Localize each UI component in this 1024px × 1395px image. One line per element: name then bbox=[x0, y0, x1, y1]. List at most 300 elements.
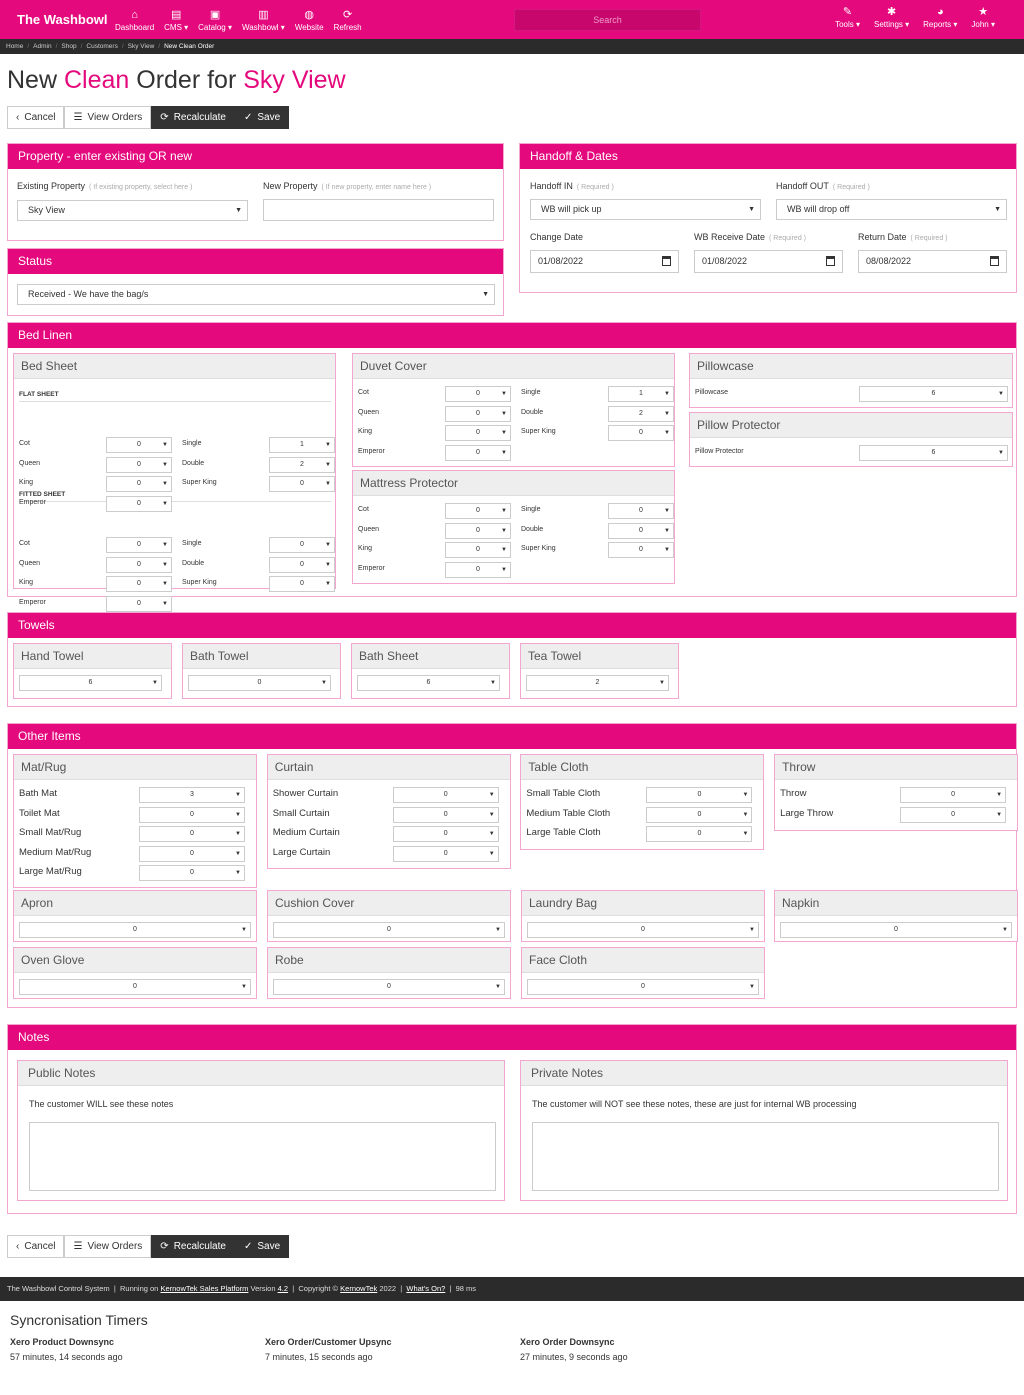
item-label: Queen bbox=[358, 525, 380, 533]
other-items-panel bbox=[7, 723, 1017, 1008]
quantity-value: 0 bbox=[951, 791, 956, 798]
item-card-title: Mat/Rug bbox=[14, 755, 256, 780]
chevron-down-icon: ▼ bbox=[501, 566, 507, 573]
quantity-select[interactable] bbox=[526, 675, 669, 691]
quantity-select[interactable] bbox=[19, 675, 162, 691]
item-label: Double bbox=[182, 459, 205, 467]
quantity-select[interactable] bbox=[106, 537, 172, 553]
quantity-select[interactable] bbox=[393, 826, 499, 842]
sync-title: Syncronisation Timers bbox=[10, 1312, 148, 1328]
quantity-select[interactable] bbox=[608, 425, 674, 441]
quantity-select[interactable] bbox=[139, 787, 245, 803]
other-items-header: Other Items bbox=[8, 724, 1016, 749]
quantity-value: 0 bbox=[190, 869, 194, 876]
quantity-select[interactable] bbox=[106, 596, 172, 612]
quantity-value: 0 bbox=[443, 849, 448, 857]
quantity-select[interactable] bbox=[139, 826, 245, 842]
chevron-left-icon: ‹ bbox=[16, 1241, 20, 1252]
quantity-value: 3 bbox=[190, 791, 194, 798]
quantity-select[interactable] bbox=[445, 542, 511, 558]
calendar-icon[interactable] bbox=[826, 256, 835, 266]
quantity-select[interactable] bbox=[527, 922, 759, 938]
item-label: Double bbox=[182, 559, 205, 567]
quantity-value: 0 bbox=[476, 390, 480, 397]
quantity-select[interactable] bbox=[393, 807, 499, 823]
quantity-value: 0 bbox=[639, 429, 643, 436]
chevron-down-icon: ▼ bbox=[664, 430, 670, 436]
quantity-select[interactable] bbox=[106, 476, 172, 492]
pillow-protector-title: Pillow Protector bbox=[690, 413, 1012, 438]
nav-item-label: Website bbox=[294, 22, 324, 32]
item-card bbox=[267, 754, 511, 869]
new-property-input[interactable] bbox=[263, 199, 494, 221]
chevron-down-icon: ▼ bbox=[325, 581, 331, 587]
globe-icon: ◍ bbox=[304, 8, 314, 21]
quantity-select[interactable] bbox=[445, 445, 511, 461]
quantity-value: 0 bbox=[137, 541, 141, 548]
chevron-down-icon: ▼ bbox=[994, 206, 1001, 213]
footer: The Washbowl Control System | Running on KernowTek Sales Platform Version 4.2 | Copyright © KernowTek 2022 | What's On? | 98 ms bbox=[0, 1277, 1024, 1301]
quantity-value: 0 bbox=[190, 810, 194, 818]
handoff-in-label-text: Handoff IN bbox=[530, 181, 573, 191]
item-label: Medium Curtain bbox=[272, 827, 340, 838]
chevron-down-icon: ▼ bbox=[235, 870, 241, 876]
item-label: Large Throw bbox=[780, 807, 834, 819]
chevron-down-icon: ▼ bbox=[162, 581, 168, 587]
view-orders-button[interactable] bbox=[64, 106, 151, 129]
breadcrumb-separator: / bbox=[55, 43, 58, 50]
chevron-down-icon: ▼ bbox=[495, 984, 501, 990]
quantity-select[interactable] bbox=[393, 787, 499, 803]
item-label: Toilet Mat bbox=[19, 807, 60, 819]
quantity-select[interactable] bbox=[608, 503, 674, 519]
change-date-label bbox=[530, 232, 583, 242]
quantity-value: 2 bbox=[639, 409, 643, 417]
notes-panel bbox=[7, 1024, 1017, 1214]
chevron-down-icon: ▼ bbox=[162, 561, 168, 568]
quantity-value: 0 bbox=[476, 448, 480, 456]
page-title bbox=[0, 54, 1024, 106]
quantity-select[interactable] bbox=[106, 437, 172, 453]
chevron-down-icon: ▼ bbox=[996, 811, 1003, 818]
title-mid: Order for bbox=[129, 66, 244, 94]
chevron-down-icon: ▼ bbox=[501, 547, 507, 553]
nav-right-menu bbox=[828, 5, 1002, 29]
quantity-select[interactable] bbox=[900, 787, 1006, 803]
item-label: King bbox=[358, 428, 373, 435]
quantity-select[interactable] bbox=[19, 922, 251, 938]
nav-item[interactable] bbox=[110, 8, 159, 32]
quantity-select[interactable] bbox=[139, 865, 245, 881]
private-notes-text: The customer will NOT see these notes, these are just for internal WB processing bbox=[532, 1099, 857, 1109]
nav-item-label: Tools ▾ bbox=[835, 20, 860, 29]
quantity-value: 0 bbox=[476, 507, 480, 514]
quantity-select[interactable] bbox=[608, 542, 674, 558]
nav-item[interactable] bbox=[828, 5, 867, 29]
pillow-protector-card bbox=[689, 412, 1013, 467]
quantity-value: 0 bbox=[697, 810, 702, 818]
private-notes-title: Private Notes bbox=[521, 1061, 1007, 1086]
item-label: Double bbox=[521, 408, 544, 416]
action-toolbar-bottom bbox=[7, 1235, 289, 1258]
chevron-down-icon: ▼ bbox=[495, 927, 501, 933]
chevron-down-icon: ▼ bbox=[490, 680, 496, 686]
chevron-down-icon: ▼ bbox=[488, 831, 495, 837]
quantity-value: 0 bbox=[476, 565, 480, 573]
quantity-value: 0 bbox=[641, 983, 645, 990]
towel-card bbox=[13, 643, 172, 699]
quantity-value: 0 bbox=[639, 546, 643, 553]
new-property-label bbox=[263, 181, 431, 191]
title-property: Sky View bbox=[243, 66, 346, 94]
refresh-icon: ⟳ bbox=[342, 8, 353, 21]
footer-platform-link[interactable]: KernowTek Sales Platform bbox=[160, 1284, 249, 1293]
flat-sheet-heading: FLAT SHEET bbox=[19, 391, 59, 398]
item-label: Small Table Cloth bbox=[526, 788, 601, 799]
handoff-out-label-text: Handoff OUT bbox=[776, 181, 829, 191]
title-clean: Clean bbox=[63, 66, 130, 94]
towel-card bbox=[182, 643, 341, 699]
quantity-value: 0 bbox=[137, 599, 141, 607]
quantity-value: 0 bbox=[639, 507, 643, 514]
view-orders-label: View Orders bbox=[87, 112, 143, 123]
public-notes-textarea[interactable] bbox=[29, 1122, 496, 1191]
quantity-select[interactable] bbox=[608, 406, 674, 422]
cancel-button[interactable] bbox=[7, 106, 64, 129]
handoff-out-select[interactable] bbox=[776, 199, 1007, 220]
chevron-down-icon: ▼ bbox=[1002, 927, 1008, 933]
quantity-select[interactable] bbox=[445, 406, 511, 422]
pillowcase-label: Pillowcase bbox=[695, 389, 729, 396]
cancel-label: Cancel bbox=[24, 112, 56, 123]
chevron-down-icon: ▼ bbox=[162, 500, 168, 507]
private-notes-textarea[interactable] bbox=[532, 1122, 999, 1191]
quantity-select[interactable] bbox=[269, 557, 335, 573]
handoff-in-value: WB will pick up bbox=[541, 204, 602, 214]
change-date-label-text: Change Date bbox=[530, 232, 584, 242]
pie-chart-icon: ◕ bbox=[936, 6, 944, 18]
towel-card bbox=[520, 643, 679, 699]
towel-card bbox=[351, 643, 510, 699]
return-date-label-text: Return Date bbox=[858, 232, 907, 242]
footer-version-link[interactable]: 4.2 bbox=[277, 1284, 289, 1293]
change-date-input[interactable] bbox=[530, 250, 679, 273]
quantity-select[interactable] bbox=[357, 675, 500, 691]
fitted-sheet-heading: FITTED SHEET bbox=[19, 491, 66, 498]
quantity-select[interactable] bbox=[106, 557, 172, 573]
nav-item[interactable] bbox=[964, 5, 1002, 29]
home-icon: ⌂ bbox=[131, 8, 138, 21]
handoff-in-required: ( Required ) bbox=[576, 184, 614, 191]
duvet-cover-card bbox=[352, 353, 675, 467]
quantity-select[interactable] bbox=[19, 979, 251, 995]
quantity-select[interactable] bbox=[445, 523, 511, 539]
quantity-select[interactable] bbox=[608, 386, 674, 402]
chevron-down-icon: ▼ bbox=[162, 542, 168, 548]
towel-card-title: Tea Towel bbox=[521, 644, 678, 669]
calendar-icon[interactable] bbox=[662, 256, 671, 266]
new-property-label-text: New Property bbox=[263, 181, 318, 191]
item-label: Large Curtain bbox=[272, 846, 331, 858]
bag-icon: ▣ bbox=[209, 8, 221, 21]
status-select[interactable] bbox=[17, 284, 495, 305]
refresh-icon: ⟳ bbox=[160, 112, 169, 123]
quantity-select[interactable] bbox=[646, 826, 752, 842]
mattress-protector-card bbox=[352, 470, 675, 584]
footer-company-link[interactable]: KernowTek bbox=[340, 1284, 378, 1293]
quantity-select[interactable] bbox=[106, 576, 172, 592]
item-label: King bbox=[358, 545, 373, 552]
chevron-down-icon: ▼ bbox=[235, 207, 242, 214]
item-label: Queen bbox=[358, 408, 380, 416]
pillow-protector-label: Pillow Protector bbox=[695, 448, 744, 455]
existing-property-value: Sky View bbox=[28, 205, 65, 215]
breadcrumb-separator: / bbox=[80, 43, 83, 50]
chevron-down-icon: ▼ bbox=[235, 792, 241, 798]
footer-whatson-link[interactable]: What's On? bbox=[406, 1284, 446, 1293]
existing-property-label bbox=[17, 181, 192, 191]
quantity-select[interactable] bbox=[273, 979, 505, 995]
chevron-down-icon: ▼ bbox=[241, 927, 247, 933]
quantity-select[interactable] bbox=[269, 476, 335, 492]
pillowcase-qty-select[interactable] bbox=[859, 386, 1008, 402]
footer-system: The Washbowl Control System bbox=[7, 1284, 110, 1293]
quantity-select[interactable] bbox=[139, 807, 245, 823]
action-toolbar-top bbox=[7, 106, 1024, 129]
item-card bbox=[521, 890, 765, 942]
quantity-value: 0 bbox=[641, 926, 645, 933]
quantity-select[interactable] bbox=[106, 496, 172, 512]
chevron-down-icon: ▼ bbox=[998, 450, 1004, 456]
chevron-down-icon: ▼ bbox=[235, 850, 241, 857]
item-card-title: Curtain bbox=[268, 755, 510, 780]
item-label: Single bbox=[182, 440, 202, 447]
chevron-down-icon: ▼ bbox=[235, 831, 241, 837]
quantity-select[interactable] bbox=[445, 562, 511, 578]
return-date-input[interactable] bbox=[858, 250, 1007, 273]
quantity-select[interactable] bbox=[646, 787, 752, 803]
public-notes-card bbox=[17, 1060, 505, 1201]
list-icon: ☰ bbox=[73, 1241, 83, 1252]
chevron-down-icon: ▼ bbox=[162, 461, 168, 468]
chevron-down-icon: ▼ bbox=[162, 600, 168, 607]
item-card bbox=[774, 890, 1018, 942]
footer-running: Running on bbox=[119, 1284, 159, 1293]
quantity-select[interactable] bbox=[445, 425, 511, 441]
chevron-down-icon: ▼ bbox=[659, 680, 665, 686]
item-card-title: Throw bbox=[775, 755, 1017, 780]
bed-linen-header: Bed Linen bbox=[8, 323, 1016, 348]
chevron-down-icon: ▼ bbox=[501, 410, 507, 417]
quantity-value: 0 bbox=[476, 409, 480, 417]
item-label: Large Table Cloth bbox=[526, 827, 601, 838]
gear-icon: ✱ bbox=[886, 6, 897, 18]
quantity-value: 0 bbox=[476, 429, 480, 436]
calendar-icon[interactable] bbox=[990, 256, 999, 266]
quantity-select[interactable] bbox=[900, 807, 1006, 823]
item-label: Cot bbox=[19, 440, 30, 447]
title-pre: New bbox=[7, 66, 64, 94]
nav-item[interactable] bbox=[159, 8, 193, 32]
save-button[interactable] bbox=[235, 1235, 289, 1258]
pillow-protector-qty-select[interactable] bbox=[859, 445, 1008, 461]
item-label: Queen bbox=[19, 559, 41, 567]
brand-logo[interactable]: The Washbowl bbox=[17, 12, 108, 27]
quantity-select[interactable] bbox=[269, 457, 335, 473]
chevron-down-icon: ▼ bbox=[241, 984, 247, 990]
chevron-down-icon: ▼ bbox=[488, 850, 495, 857]
chevron-down-icon: ▼ bbox=[749, 984, 755, 990]
quantity-value: 0 bbox=[951, 810, 956, 818]
quantity-select[interactable] bbox=[646, 807, 752, 823]
quantity-select[interactable] bbox=[139, 846, 245, 862]
quantity-value: 0 bbox=[387, 926, 391, 933]
save-label: Save bbox=[257, 1241, 281, 1252]
nav-item-label: Reports ▾ bbox=[923, 20, 958, 29]
receive-date-value: 01/08/2022 bbox=[702, 256, 748, 266]
chevron-down-icon: ▼ bbox=[742, 831, 749, 837]
quantity-select[interactable] bbox=[106, 457, 172, 473]
item-label: Super King bbox=[182, 579, 217, 586]
towels-header: Towels bbox=[8, 613, 1016, 638]
breadcrumb-item[interactable]: Customers bbox=[86, 43, 118, 50]
footer-version-label: Version bbox=[250, 1284, 276, 1293]
property-panel bbox=[7, 143, 504, 241]
quantity-select[interactable] bbox=[445, 503, 511, 519]
nav-item[interactable] bbox=[916, 5, 964, 29]
quantity-value: 0 bbox=[133, 926, 137, 933]
handoff-out-label bbox=[776, 181, 870, 191]
handoff-in-select[interactable] bbox=[530, 199, 761, 220]
sync-item-value: 57 minutes, 14 seconds ago bbox=[10, 1352, 123, 1362]
search-input[interactable]: Search bbox=[514, 9, 701, 31]
quantity-select[interactable] bbox=[188, 675, 331, 691]
quantity-select[interactable] bbox=[780, 922, 1012, 938]
quantity-select[interactable] bbox=[527, 979, 759, 995]
handoff-out-value: WB will drop off bbox=[787, 204, 850, 214]
chevron-down-icon: ▼ bbox=[749, 927, 755, 933]
handoff-header: Handoff & Dates bbox=[520, 144, 1016, 169]
item-card-title: Oven Glove bbox=[14, 948, 256, 973]
check-icon: ✓ bbox=[243, 112, 253, 123]
chevron-down-icon: ▼ bbox=[742, 792, 749, 798]
breadcrumb-item[interactable]: Sky View bbox=[127, 43, 155, 50]
nav-item[interactable] bbox=[867, 5, 916, 29]
bed-sheet-title: Bed Sheet bbox=[14, 354, 335, 379]
quantity-value: 2 bbox=[300, 460, 304, 468]
quantity-value: 0 bbox=[137, 560, 141, 568]
nav-item[interactable] bbox=[193, 8, 237, 32]
existing-property-select[interactable] bbox=[17, 200, 248, 221]
status-header: Status bbox=[8, 249, 503, 274]
quantity-select[interactable] bbox=[269, 576, 335, 592]
chevron-down-icon: ▼ bbox=[325, 461, 331, 468]
view-orders-button[interactable] bbox=[64, 1235, 151, 1258]
breadcrumb-separator: / bbox=[158, 43, 161, 50]
chevron-down-icon: ▼ bbox=[664, 410, 670, 417]
quantity-value: 0 bbox=[300, 541, 304, 548]
quantity-value: 0 bbox=[137, 460, 141, 468]
chevron-down-icon: ▼ bbox=[488, 792, 495, 798]
quantity-select[interactable] bbox=[269, 537, 335, 553]
nav-item[interactable] bbox=[290, 8, 329, 32]
chevron-down-icon: ▼ bbox=[501, 449, 507, 456]
nav-item-label: John ▾ bbox=[971, 20, 995, 29]
recalculate-button[interactable] bbox=[151, 1235, 235, 1258]
recalculate-button[interactable] bbox=[151, 106, 235, 129]
towels-panel bbox=[7, 612, 1017, 707]
item-label: Super King bbox=[182, 479, 217, 486]
item-card-title: Laundry Bag bbox=[522, 891, 764, 916]
star-icon: ★ bbox=[978, 6, 989, 18]
quantity-value: 0 bbox=[257, 679, 262, 686]
status-panel bbox=[7, 248, 504, 316]
chevron-down-icon: ▼ bbox=[152, 680, 158, 686]
view-orders-label: View Orders bbox=[87, 1241, 143, 1252]
item-card bbox=[13, 754, 257, 888]
sync-item-title: Xero Product Downsync bbox=[10, 1337, 115, 1347]
quantity-value: 0 bbox=[137, 441, 141, 448]
quantity-value: 6 bbox=[88, 679, 93, 686]
item-label: Cot bbox=[358, 506, 369, 513]
item-label: Double bbox=[521, 525, 544, 533]
nav-item[interactable] bbox=[237, 8, 290, 32]
item-card bbox=[774, 754, 1018, 831]
item-label: Bath Mat bbox=[19, 788, 58, 799]
chevron-down-icon: ▼ bbox=[235, 811, 241, 818]
chevron-down-icon: ▼ bbox=[321, 680, 327, 686]
mattress-protector-title: Mattress Protector bbox=[353, 471, 674, 496]
quantity-value: 0 bbox=[137, 580, 141, 587]
pillowcase-title: Pillowcase bbox=[690, 354, 1012, 379]
receive-date-required: ( Required ) bbox=[769, 235, 806, 242]
footer-copyright: Copyright © bbox=[298, 1284, 339, 1293]
quantity-select[interactable] bbox=[393, 846, 499, 862]
chevron-down-icon: ▼ bbox=[325, 481, 331, 487]
quantity-value: 0 bbox=[476, 526, 480, 534]
quantity-value: 0 bbox=[894, 926, 898, 933]
chevron-down-icon: ▼ bbox=[664, 508, 670, 514]
change-date-value: 01/08/2022 bbox=[538, 256, 584, 266]
item-label: King bbox=[19, 479, 34, 486]
recalculate-label: Recalculate bbox=[173, 1241, 226, 1252]
chevron-down-icon: ▼ bbox=[162, 481, 168, 487]
receive-date-input[interactable] bbox=[694, 250, 843, 273]
breadcrumb-item[interactable]: Admin bbox=[33, 43, 52, 50]
breadcrumb-item[interactable]: Shop bbox=[61, 43, 77, 50]
return-date-required: ( Required ) bbox=[910, 235, 948, 242]
save-button[interactable] bbox=[235, 106, 289, 129]
nav-item[interactable] bbox=[329, 8, 367, 32]
chevron-down-icon: ▼ bbox=[998, 391, 1004, 397]
save-label: Save bbox=[257, 112, 281, 123]
quantity-value: 6 bbox=[426, 679, 431, 686]
quantity-select[interactable] bbox=[273, 922, 505, 938]
quantity-select[interactable] bbox=[608, 523, 674, 539]
quantity-select[interactable] bbox=[269, 437, 335, 453]
quantity-select[interactable] bbox=[445, 386, 511, 402]
item-label: Medium Mat/Rug bbox=[19, 846, 92, 858]
item-label: Emperor bbox=[19, 498, 46, 506]
sync-item-title: Xero Order/Customer Upsync bbox=[265, 1337, 392, 1347]
breadcrumb-item[interactable]: Home bbox=[6, 43, 24, 50]
nav-menu bbox=[110, 8, 367, 32]
nav-item-label: Washbowl ▾ bbox=[241, 22, 285, 32]
cancel-button[interactable] bbox=[7, 1235, 64, 1258]
quantity-value: 0 bbox=[443, 791, 448, 798]
return-date-label bbox=[858, 232, 948, 242]
handoff-out-required: ( Required ) bbox=[832, 184, 870, 191]
